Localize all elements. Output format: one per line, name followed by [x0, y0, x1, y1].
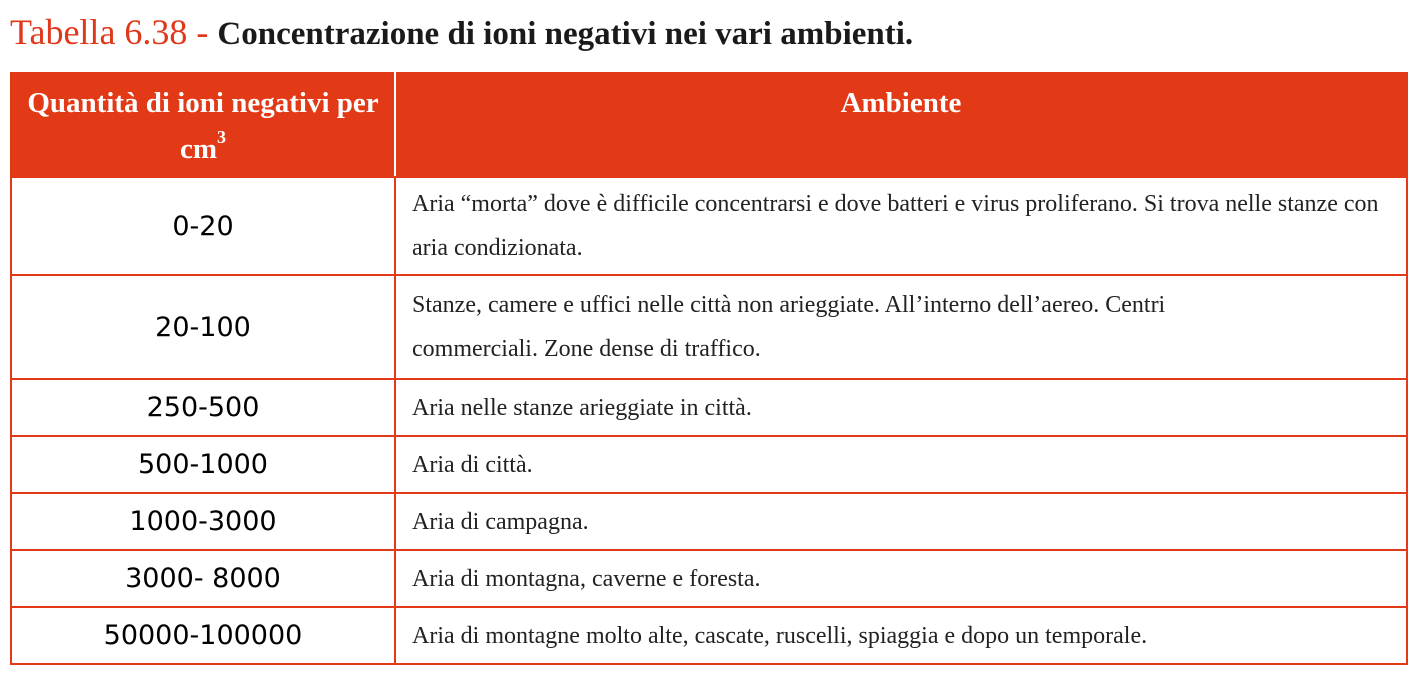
- table-body: [11, 177, 1407, 664]
- environment-cell: Aria di campagna.: [395, 493, 1407, 550]
- environment-cell: Aria di città.: [395, 436, 1407, 493]
- table-row: [11, 607, 1407, 664]
- quantity-cell: 20-100: [11, 275, 395, 379]
- environment-cell: Aria nelle stanze arieggiate in città.: [395, 379, 1407, 436]
- header-quantity-label: Quantità di ioni negativi per cm: [27, 87, 379, 165]
- table-number: Tabella 6.38: [10, 12, 188, 52]
- header-quantity: [11, 73, 395, 177]
- table-row: [11, 379, 1407, 436]
- environment-cell: Aria di montagna, caverne e foresta.: [395, 550, 1407, 607]
- environment-cell: Stanze, camere e uffici nelle città non arieggiate. All’interno dell’aereo. Centri commerciali. Zone dense di traffico.: [395, 275, 1407, 379]
- header-row: [11, 73, 1407, 177]
- quantity-cell: 500-1000: [11, 436, 395, 493]
- table-header: [11, 73, 1407, 177]
- environment-cell: Aria di montagne molto alte, cascate, ruscelli, spiaggia e dopo un temporale.: [395, 607, 1407, 664]
- table-caption: [10, 12, 913, 54]
- quantity-cell: 0-20: [11, 177, 395, 275]
- header-quantity-superscript: 3: [217, 127, 227, 148]
- quantity-cell: 50000-100000: [11, 607, 395, 664]
- environment-cell: Aria “morta” dove è difficile concentrarsi e dove batteri e virus proliferano. Si trova nelle stanze con aria condizionata.: [395, 177, 1407, 275]
- caption-separator: -: [187, 12, 218, 52]
- table-row: [11, 177, 1407, 275]
- quantity-cell: 3000- 8000: [11, 550, 395, 607]
- caption-text: Concentrazione di ioni negativi nei vari ambienti.: [217, 16, 914, 52]
- quantity-cell: 250-500: [11, 379, 395, 436]
- header-environment: Ambiente: [395, 73, 1407, 177]
- table-row: [11, 275, 1407, 379]
- table-row: [11, 550, 1407, 607]
- quantity-cell: 1000-3000: [11, 493, 395, 550]
- ion-concentration-table: [10, 72, 1408, 665]
- table-row: [11, 436, 1407, 493]
- table-row: [11, 493, 1407, 550]
